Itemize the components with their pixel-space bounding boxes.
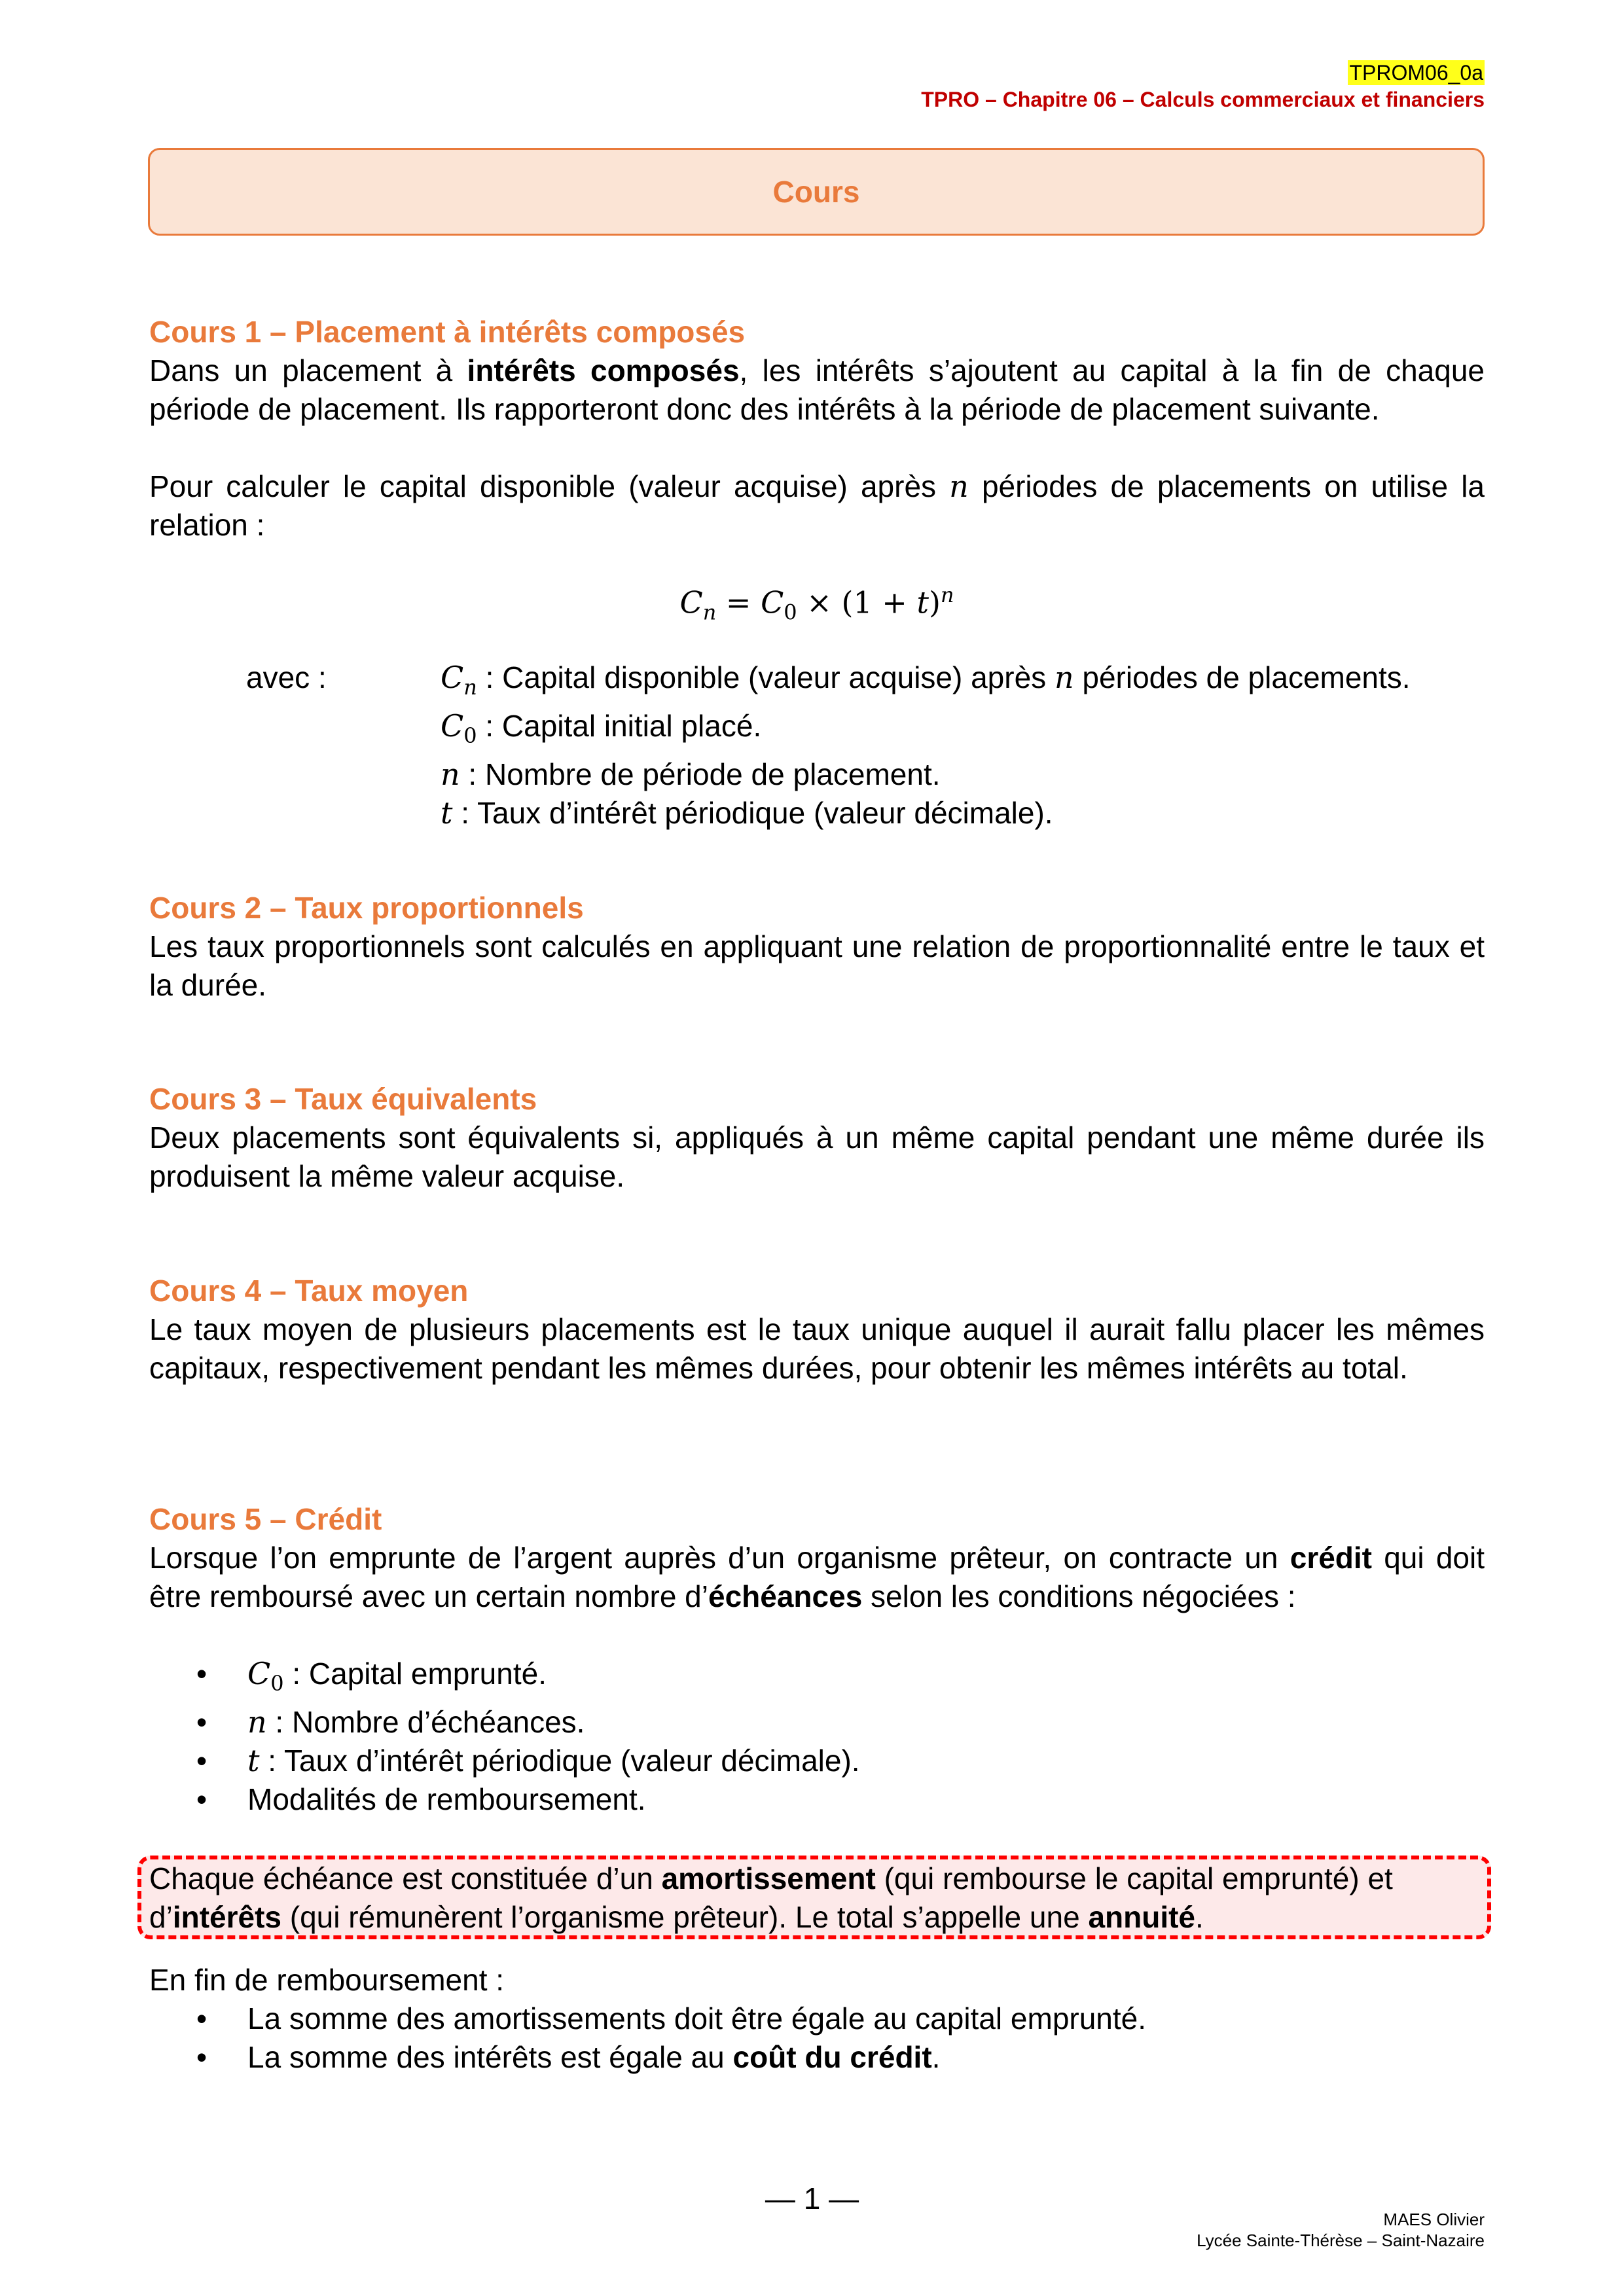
math-var: n [949, 469, 969, 504]
definitions-list [441, 658, 1411, 833]
footer-author: MAES Olivier [1383, 2210, 1485, 2229]
definition-item: n : Nombre de période de placement. [441, 757, 941, 793]
cours1-section [149, 313, 1485, 545]
end-list [149, 2000, 1485, 2077]
definitions-block [149, 658, 1485, 831]
cours5-paragraph: Lorsque l’on emprunte de l’argent auprès d’un organisme prêteur, on contracte un crédit qui doit être remboursé avec un certain nombre d’échéances selon les conditions négociées : [149, 1541, 1485, 1613]
document-code: TPROM06_0a [1349, 61, 1483, 84]
definition-item: t : Taux d’intérêt périodique (valeur décimale). [441, 795, 1053, 831]
bold-term: intérêts composés [467, 353, 740, 387]
text: , les intérêts s’ajoutent au capital à la fin de chaque période de placement. Ils rapporteront donc des intérêts à la période de placement suivante. [149, 353, 1485, 426]
list-item: • La somme des amortissements doit être égale au capital emprunté. [149, 2000, 1485, 2038]
cours3-heading: Cours 3 – Taux équivalents [149, 1082, 537, 1116]
bold-term: annuité [1088, 1900, 1196, 1934]
page-number: — 1 — [765, 2181, 859, 2215]
bold-term: amortissement [661, 1861, 876, 1895]
definition-item: $C_n$ : Capital disponible (valeur acquise) après n périodes de placements. [441, 660, 1411, 700]
bold-term: coût du crédit [732, 2040, 932, 2074]
credit-parameters-list [149, 1655, 1485, 1819]
cours5-heading: Cours 5 – Crédit [149, 1502, 382, 1536]
end-intro: En fin de remboursement : [149, 1963, 505, 1997]
bold-term: intérêts [172, 1900, 281, 1934]
annuity-callout: Chaque échéance est constituée d’un amortissement (qui rembourse le capital emprunté) et d’intérêts (qui rémunèrent l’organisme prêteur). Le total s’appelle une annuité. [137, 1856, 1491, 1939]
text: périodes de placements on utilise la relation : [149, 469, 1485, 542]
cours3-section [149, 1080, 1485, 1196]
list-item: • $C_0$ : Capital emprunté. [149, 1655, 1485, 1703]
cours2-text: Les taux proportionnels sont calculés en appliquant une relation de proportionnalité entre le taux et la durée. [149, 929, 1485, 1002]
footer-school: Lycée Sainte-Thérèse – Saint-Nazaire [1197, 2231, 1485, 2250]
avec-label: avec : [246, 660, 327, 694]
list-item: • La somme des intérêts est égale au coût du crédit. [149, 2038, 1485, 2077]
list-item: • Modalités de remboursement. [149, 1780, 1485, 1819]
cours1-paragraph2 [149, 467, 1485, 545]
cours2-heading: Cours 2 – Taux proportionnels [149, 891, 584, 925]
list-item: • t : Taux d’intérêt périodique (valeur décimale). [149, 1742, 1485, 1780]
banner-title: Cours [772, 175, 860, 209]
cours4-heading: Cours 4 – Taux moyen [149, 1274, 469, 1308]
cours1-heading: Cours 1 – Placement à intérêts composés [149, 315, 746, 349]
chapter-title: TPRO – Chapitre 06 – Calculs commerciaux et financiers [921, 88, 1485, 111]
bold-term: échéances [708, 1579, 863, 1613]
list-item: • n : Nombre d’échéances. [149, 1703, 1485, 1742]
cours3-text: Deux placements sont équivalents si, appliqués à un même capital pendant une même durée ils produisent la même valeur acquise. [149, 1121, 1485, 1193]
cours4-section [149, 1272, 1485, 1388]
bold-term: crédit [1290, 1541, 1372, 1575]
cours1-paragraph1 [149, 351, 1485, 429]
compound-interest-formula: $C_n = C_0 \times (1 + t)^n$ [679, 583, 954, 625]
cours4-text: Le taux moyen de plusieurs placements est le taux unique auquel il aurait fallu placer les mêmes capitaux, respectivement pendant les mêmes durées, pour obtenir les mêmes intérêts au total. [149, 1312, 1485, 1385]
cours5-section [149, 1500, 1485, 1819]
end-of-repayment [149, 1961, 1485, 2077]
formula-block [149, 576, 1485, 625]
text: Pour calculer le capital disponible (valeur acquise) après [149, 469, 950, 503]
definition-item: $C_0$ : Capital initial placé. [441, 708, 762, 749]
text: Dans un placement à [149, 353, 467, 387]
cours2-section [149, 889, 1485, 1005]
section-banner [148, 148, 1485, 236]
